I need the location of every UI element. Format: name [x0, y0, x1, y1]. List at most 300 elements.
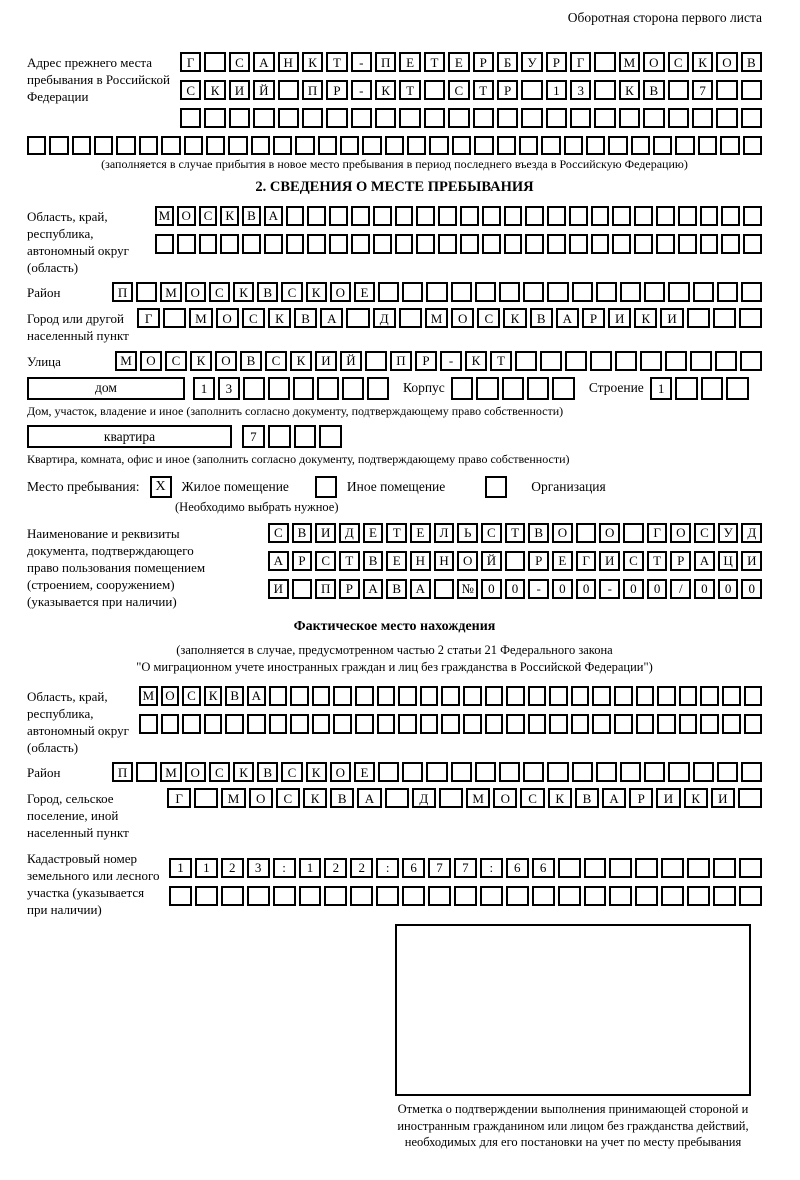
- char-cell[interactable]: О: [599, 523, 620, 543]
- char-cell[interactable]: [661, 886, 684, 906]
- char-cell[interactable]: [376, 886, 399, 906]
- char-cell[interactable]: С: [281, 762, 302, 782]
- char-cell[interactable]: Н: [410, 551, 431, 571]
- char-cell[interactable]: [286, 234, 305, 254]
- char-cell[interactable]: [480, 886, 503, 906]
- char-cell[interactable]: [541, 136, 560, 155]
- char-cell[interactable]: Р: [473, 52, 494, 72]
- char-cell[interactable]: [594, 52, 615, 72]
- char-cell[interactable]: У: [521, 52, 542, 72]
- char-cell[interactable]: [351, 108, 372, 128]
- char-cell[interactable]: [161, 136, 180, 155]
- char-cell[interactable]: [438, 206, 457, 226]
- char-cell[interactable]: [571, 714, 590, 734]
- char-cell[interactable]: В: [363, 551, 384, 571]
- char-cell[interactable]: [741, 108, 762, 128]
- char-cell[interactable]: Д: [412, 788, 436, 808]
- char-cell[interactable]: [475, 762, 496, 782]
- char-cell[interactable]: О: [643, 52, 664, 72]
- char-cell[interactable]: 2: [350, 858, 373, 878]
- char-cell[interactable]: 0: [694, 579, 715, 599]
- confirmation-mark-box[interactable]: [395, 924, 751, 1096]
- char-cell[interactable]: [614, 686, 633, 706]
- char-cell[interactable]: [609, 886, 632, 906]
- char-cell[interactable]: [675, 377, 698, 400]
- char-cell[interactable]: [565, 351, 587, 371]
- char-cell[interactable]: К: [204, 80, 225, 100]
- char-cell[interactable]: [416, 206, 435, 226]
- char-cell[interactable]: [594, 80, 615, 100]
- char-cell[interactable]: Г: [647, 523, 668, 543]
- char-cell[interactable]: [722, 714, 741, 734]
- char-cell[interactable]: [395, 206, 414, 226]
- char-cell[interactable]: А: [253, 52, 274, 72]
- char-cell[interactable]: [741, 282, 762, 302]
- char-cell[interactable]: С: [448, 80, 469, 100]
- char-cell[interactable]: [521, 80, 542, 100]
- char-cell[interactable]: [640, 351, 662, 371]
- char-cell[interactable]: [441, 686, 460, 706]
- char-cell[interactable]: [679, 714, 698, 734]
- char-cell[interactable]: [373, 234, 392, 254]
- char-cell[interactable]: [636, 714, 655, 734]
- char-cell[interactable]: Д: [373, 308, 396, 328]
- char-cell[interactable]: [155, 234, 174, 254]
- char-cell[interactable]: [620, 762, 641, 782]
- char-cell[interactable]: [657, 686, 676, 706]
- char-cell[interactable]: [644, 282, 665, 302]
- char-cell[interactable]: С: [481, 523, 502, 543]
- char-cell[interactable]: [373, 206, 392, 226]
- char-cell[interactable]: [342, 377, 364, 400]
- char-cell[interactable]: [180, 108, 201, 128]
- char-cell[interactable]: И: [599, 551, 620, 571]
- char-cell[interactable]: [242, 234, 261, 254]
- char-cell[interactable]: 0: [481, 579, 502, 599]
- char-cell[interactable]: [644, 762, 665, 782]
- char-cell[interactable]: Й: [481, 551, 502, 571]
- char-cell[interactable]: [346, 308, 369, 328]
- char-cell[interactable]: [700, 234, 719, 254]
- char-cell[interactable]: [385, 136, 404, 155]
- char-cell[interactable]: [268, 377, 290, 400]
- char-cell[interactable]: 7: [242, 425, 265, 448]
- char-cell[interactable]: Р: [339, 579, 360, 599]
- char-cell[interactable]: [741, 80, 762, 100]
- char-cell[interactable]: Т: [399, 80, 420, 100]
- char-cell[interactable]: [184, 136, 203, 155]
- char-cell[interactable]: [428, 886, 451, 906]
- char-cell[interactable]: С: [520, 788, 544, 808]
- char-cell[interactable]: Р: [670, 551, 691, 571]
- char-cell[interactable]: [292, 579, 313, 599]
- char-cell[interactable]: С: [623, 551, 644, 571]
- char-cell[interactable]: В: [530, 308, 553, 328]
- char-cell[interactable]: [519, 136, 538, 155]
- char-cell[interactable]: [253, 108, 274, 128]
- char-cell[interactable]: [608, 136, 627, 155]
- char-cell[interactable]: -: [351, 80, 372, 100]
- char-cell[interactable]: И: [711, 788, 735, 808]
- char-cell[interactable]: К: [306, 282, 327, 302]
- char-cell[interactable]: Б: [497, 52, 518, 72]
- char-cell[interactable]: Н: [434, 551, 455, 571]
- char-cell[interactable]: [721, 206, 740, 226]
- char-cell[interactable]: [656, 234, 675, 254]
- char-cell[interactable]: [743, 206, 762, 226]
- char-cell[interactable]: [460, 234, 479, 254]
- char-cell[interactable]: [294, 425, 317, 448]
- char-cell[interactable]: О: [185, 762, 206, 782]
- char-cell[interactable]: [657, 714, 676, 734]
- char-cell[interactable]: [318, 136, 337, 155]
- char-cell[interactable]: И: [741, 551, 762, 571]
- char-cell[interactable]: Р: [415, 351, 437, 371]
- char-cell[interactable]: [668, 108, 689, 128]
- char-cell[interactable]: С: [281, 282, 302, 302]
- char-cell[interactable]: [569, 206, 588, 226]
- char-cell[interactable]: [594, 108, 615, 128]
- char-cell[interactable]: О: [140, 351, 162, 371]
- char-cell[interactable]: [678, 234, 697, 254]
- char-cell[interactable]: К: [190, 351, 212, 371]
- char-cell[interactable]: [482, 206, 501, 226]
- char-cell[interactable]: 0: [552, 579, 573, 599]
- char-cell[interactable]: К: [233, 282, 254, 302]
- char-cell[interactable]: П: [302, 80, 323, 100]
- char-cell[interactable]: [635, 858, 658, 878]
- char-cell[interactable]: [278, 108, 299, 128]
- char-cell[interactable]: [136, 282, 157, 302]
- char-cell[interactable]: О: [330, 762, 351, 782]
- char-cell[interactable]: [547, 762, 568, 782]
- char-cell[interactable]: О: [216, 308, 239, 328]
- char-cell[interactable]: [739, 858, 762, 878]
- char-cell[interactable]: [523, 762, 544, 782]
- char-cell[interactable]: [609, 858, 632, 878]
- char-cell[interactable]: М: [160, 762, 181, 782]
- char-cell[interactable]: [228, 136, 247, 155]
- char-cell[interactable]: [717, 282, 738, 302]
- char-cell[interactable]: Р: [582, 308, 605, 328]
- char-cell[interactable]: Т: [326, 52, 347, 72]
- char-cell[interactable]: [499, 762, 520, 782]
- char-cell[interactable]: [451, 762, 472, 782]
- char-cell[interactable]: М: [139, 686, 158, 706]
- char-cell[interactable]: [497, 136, 516, 155]
- char-cell[interactable]: 0: [718, 579, 739, 599]
- char-cell[interactable]: [269, 714, 288, 734]
- char-cell[interactable]: [463, 686, 482, 706]
- char-cell[interactable]: [312, 714, 331, 734]
- char-cell[interactable]: И: [660, 308, 683, 328]
- char-cell[interactable]: [716, 108, 737, 128]
- char-cell[interactable]: К: [503, 308, 526, 328]
- char-cell[interactable]: [713, 858, 736, 878]
- char-cell[interactable]: Т: [386, 523, 407, 543]
- char-cell[interactable]: Р: [326, 80, 347, 100]
- char-cell[interactable]: Р: [292, 551, 313, 571]
- char-cell[interactable]: [505, 551, 526, 571]
- char-cell[interactable]: С: [182, 686, 201, 706]
- char-cell[interactable]: Й: [340, 351, 362, 371]
- char-cell[interactable]: 3: [570, 80, 591, 100]
- char-cell[interactable]: И: [608, 308, 631, 328]
- char-cell[interactable]: [399, 108, 420, 128]
- char-cell[interactable]: И: [268, 579, 289, 599]
- char-cell[interactable]: 6: [506, 858, 529, 878]
- char-cell[interactable]: 7: [428, 858, 451, 878]
- char-cell[interactable]: К: [204, 686, 223, 706]
- char-cell[interactable]: -: [599, 579, 620, 599]
- char-cell[interactable]: [528, 686, 547, 706]
- char-cell[interactable]: [499, 282, 520, 302]
- dwelling-checkbox[interactable]: X: [150, 476, 172, 498]
- char-cell[interactable]: Р: [629, 788, 653, 808]
- char-cell[interactable]: [552, 377, 574, 400]
- char-cell[interactable]: О: [330, 282, 351, 302]
- char-cell[interactable]: [278, 80, 299, 100]
- char-cell[interactable]: [324, 886, 347, 906]
- char-cell[interactable]: [693, 762, 714, 782]
- char-cell[interactable]: [612, 206, 631, 226]
- char-cell[interactable]: [94, 136, 113, 155]
- char-cell[interactable]: [378, 762, 399, 782]
- char-cell[interactable]: [485, 686, 504, 706]
- char-cell[interactable]: Т: [647, 551, 668, 571]
- char-cell[interactable]: 1: [169, 858, 192, 878]
- char-cell[interactable]: [690, 351, 712, 371]
- char-cell[interactable]: [740, 351, 762, 371]
- char-cell[interactable]: Д: [339, 523, 360, 543]
- char-cell[interactable]: [521, 108, 542, 128]
- char-cell[interactable]: [473, 108, 494, 128]
- char-cell[interactable]: А: [320, 308, 343, 328]
- char-cell[interactable]: [398, 714, 417, 734]
- char-cell[interactable]: [460, 206, 479, 226]
- char-cell[interactable]: [687, 886, 710, 906]
- char-cell[interactable]: О: [457, 551, 478, 571]
- char-cell[interactable]: М: [155, 206, 174, 226]
- char-cell[interactable]: [429, 136, 448, 155]
- char-cell[interactable]: [656, 206, 675, 226]
- char-cell[interactable]: [454, 886, 477, 906]
- char-cell[interactable]: С: [165, 351, 187, 371]
- char-cell[interactable]: [290, 686, 309, 706]
- char-cell[interactable]: [592, 714, 611, 734]
- char-cell[interactable]: [290, 714, 309, 734]
- char-cell[interactable]: [700, 714, 719, 734]
- char-cell[interactable]: [299, 886, 322, 906]
- char-cell[interactable]: [351, 234, 370, 254]
- char-cell[interactable]: [340, 136, 359, 155]
- char-cell[interactable]: 1: [650, 377, 673, 400]
- char-cell[interactable]: [399, 308, 422, 328]
- char-cell[interactable]: О: [716, 52, 737, 72]
- char-cell[interactable]: Е: [363, 523, 384, 543]
- char-cell[interactable]: [329, 234, 348, 254]
- char-cell[interactable]: [378, 282, 399, 302]
- char-cell[interactable]: [139, 136, 158, 155]
- char-cell[interactable]: [169, 886, 192, 906]
- char-cell[interactable]: [177, 234, 196, 254]
- char-cell[interactable]: [204, 52, 225, 72]
- char-cell[interactable]: И: [656, 788, 680, 808]
- char-cell[interactable]: А: [363, 579, 384, 599]
- char-cell[interactable]: Е: [354, 282, 375, 302]
- char-cell[interactable]: [525, 206, 544, 226]
- char-cell[interactable]: [558, 858, 581, 878]
- char-cell[interactable]: [307, 206, 326, 226]
- char-cell[interactable]: [326, 108, 347, 128]
- char-cell[interactable]: А: [602, 788, 626, 808]
- char-cell[interactable]: К: [303, 788, 327, 808]
- char-cell[interactable]: [452, 136, 471, 155]
- char-cell[interactable]: [424, 80, 445, 100]
- char-cell[interactable]: [269, 686, 288, 706]
- char-cell[interactable]: 1: [546, 80, 567, 100]
- char-cell[interactable]: [293, 377, 315, 400]
- char-cell[interactable]: [636, 686, 655, 706]
- char-cell[interactable]: Й: [253, 80, 274, 100]
- char-cell[interactable]: Г: [167, 788, 191, 808]
- char-cell[interactable]: Т: [339, 551, 360, 571]
- char-cell[interactable]: [362, 136, 381, 155]
- char-cell[interactable]: О: [670, 523, 691, 543]
- char-cell[interactable]: Р: [546, 52, 567, 72]
- char-cell[interactable]: [295, 136, 314, 155]
- char-cell[interactable]: К: [548, 788, 572, 808]
- char-cell[interactable]: [739, 308, 762, 328]
- char-cell[interactable]: С: [242, 308, 265, 328]
- char-cell[interactable]: В: [643, 80, 664, 100]
- char-cell[interactable]: [668, 282, 689, 302]
- char-cell[interactable]: [590, 351, 612, 371]
- char-cell[interactable]: [506, 714, 525, 734]
- char-cell[interactable]: О: [493, 788, 517, 808]
- char-cell[interactable]: [317, 377, 339, 400]
- char-cell[interactable]: 0: [623, 579, 644, 599]
- char-cell[interactable]: [687, 858, 710, 878]
- char-cell[interactable]: В: [330, 788, 354, 808]
- char-cell[interactable]: [631, 136, 650, 155]
- char-cell[interactable]: С: [268, 523, 289, 543]
- char-cell[interactable]: [49, 136, 68, 155]
- char-cell[interactable]: В: [741, 52, 762, 72]
- char-cell[interactable]: [251, 136, 270, 155]
- char-cell[interactable]: [678, 206, 697, 226]
- char-cell[interactable]: О: [185, 282, 206, 302]
- char-cell[interactable]: [247, 886, 270, 906]
- char-cell[interactable]: [653, 136, 672, 155]
- char-cell[interactable]: В: [386, 579, 407, 599]
- char-cell[interactable]: [355, 714, 374, 734]
- char-cell[interactable]: И: [315, 351, 337, 371]
- char-cell[interactable]: И: [229, 80, 250, 100]
- char-cell[interactable]: [739, 886, 762, 906]
- char-cell[interactable]: В: [292, 523, 313, 543]
- char-cell[interactable]: Е: [354, 762, 375, 782]
- char-cell[interactable]: Е: [410, 523, 431, 543]
- char-cell[interactable]: :: [376, 858, 399, 878]
- char-cell[interactable]: [506, 686, 525, 706]
- char-cell[interactable]: [547, 234, 566, 254]
- char-cell[interactable]: В: [225, 686, 244, 706]
- char-cell[interactable]: А: [694, 551, 715, 571]
- char-cell[interactable]: [634, 234, 653, 254]
- char-cell[interactable]: [194, 788, 218, 808]
- char-cell[interactable]: [701, 377, 724, 400]
- char-cell[interactable]: [528, 714, 547, 734]
- char-cell[interactable]: [221, 886, 244, 906]
- char-cell[interactable]: [302, 108, 323, 128]
- char-cell[interactable]: [515, 351, 537, 371]
- char-cell[interactable]: В: [528, 523, 549, 543]
- char-cell[interactable]: [206, 136, 225, 155]
- char-cell[interactable]: [319, 425, 342, 448]
- char-cell[interactable]: П: [112, 282, 133, 302]
- char-cell[interactable]: [546, 108, 567, 128]
- char-cell[interactable]: [592, 686, 611, 706]
- char-cell[interactable]: К: [220, 206, 239, 226]
- char-cell[interactable]: [355, 686, 374, 706]
- char-cell[interactable]: [614, 714, 633, 734]
- char-cell[interactable]: А: [357, 788, 381, 808]
- char-cell[interactable]: [716, 80, 737, 100]
- char-cell[interactable]: [365, 351, 387, 371]
- char-cell[interactable]: [572, 762, 593, 782]
- char-cell[interactable]: [367, 377, 389, 400]
- char-cell[interactable]: [586, 136, 605, 155]
- char-cell[interactable]: [700, 206, 719, 226]
- char-cell[interactable]: К: [619, 80, 640, 100]
- char-cell[interactable]: :: [273, 858, 296, 878]
- char-cell[interactable]: В: [257, 282, 278, 302]
- char-cell[interactable]: Т: [505, 523, 526, 543]
- char-cell[interactable]: [741, 762, 762, 782]
- char-cell[interactable]: [569, 234, 588, 254]
- char-cell[interactable]: О: [177, 206, 196, 226]
- char-cell[interactable]: Е: [399, 52, 420, 72]
- char-cell[interactable]: 7: [692, 80, 713, 100]
- char-cell[interactable]: [679, 686, 698, 706]
- char-cell[interactable]: О: [249, 788, 273, 808]
- char-cell[interactable]: [402, 762, 423, 782]
- char-cell[interactable]: Е: [448, 52, 469, 72]
- char-cell[interactable]: [549, 686, 568, 706]
- char-cell[interactable]: [547, 282, 568, 302]
- char-cell[interactable]: [402, 282, 423, 302]
- char-cell[interactable]: [620, 282, 641, 302]
- char-cell[interactable]: [402, 886, 425, 906]
- char-cell[interactable]: [591, 206, 610, 226]
- char-cell[interactable]: [182, 714, 201, 734]
- char-cell[interactable]: С: [315, 551, 336, 571]
- char-cell[interactable]: [416, 234, 435, 254]
- char-cell[interactable]: [591, 234, 610, 254]
- char-cell[interactable]: [635, 886, 658, 906]
- char-cell[interactable]: [161, 714, 180, 734]
- char-cell[interactable]: М: [160, 282, 181, 302]
- char-cell[interactable]: [195, 886, 218, 906]
- char-cell[interactable]: [385, 788, 409, 808]
- char-cell[interactable]: [615, 351, 637, 371]
- char-cell[interactable]: Ь: [457, 523, 478, 543]
- char-cell[interactable]: [350, 886, 373, 906]
- char-cell[interactable]: [438, 234, 457, 254]
- char-cell[interactable]: [668, 762, 689, 782]
- char-cell[interactable]: 6: [402, 858, 425, 878]
